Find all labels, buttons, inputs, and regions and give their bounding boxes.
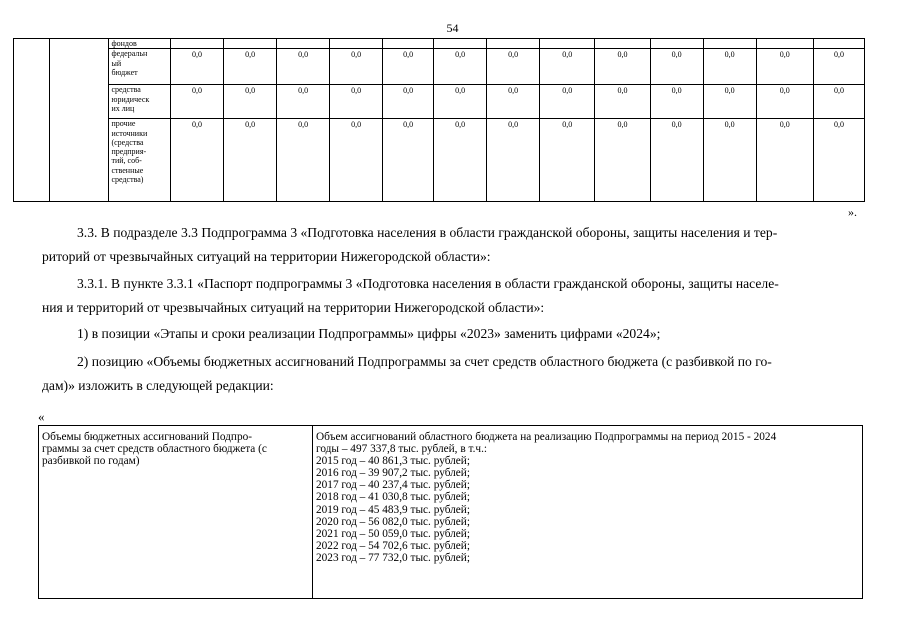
item-2-line-2: дам)» изложить в следующей редакции: bbox=[42, 378, 274, 393]
value-cell: 0,0 bbox=[650, 49, 703, 85]
passport-right-cell: Объем ассигнований областного бюджета на реализацию Подпрограммы на период 2015 - 2024 годы – 497 337,8 тыс. рублей, в т.ч.: 2015 год – 40 861,3 тыс. рублей; 2016 год – 39 907,2 тыс. рублей; 2017 год – 40 237,4 тыс. рублей; 2018 год – 41 030,8 тыс. рублей; 2019 год – 45 483,9 тыс. рублей; 2020 год – 56 082,0 тыс. рублей; 2021 год – 50 059,0 тыс. рублей; 2022 год – 54 702,6 тыс. рублей; 2023 год – 77 732,0 тыс. рублей; bbox=[313, 426, 863, 599]
table-row bbox=[14, 119, 865, 202]
table-row bbox=[14, 49, 865, 85]
row-label-legal-entities: средства юридическ их лиц bbox=[109, 85, 171, 119]
value-cell: 0,0 bbox=[383, 119, 434, 202]
value-cell: 0,0 bbox=[813, 119, 864, 202]
value-cell: 0,0 bbox=[703, 119, 756, 202]
value-cell: 0,0 bbox=[224, 85, 277, 119]
value-cell: 0,0 bbox=[330, 49, 383, 85]
value-cell: 0,0 bbox=[487, 119, 540, 202]
value-cell: 0,0 bbox=[813, 49, 864, 85]
row-label-other-sources: прочие источники (средства предприя- тий, соб- ственные средства) bbox=[109, 119, 171, 202]
value-cell: 0,0 bbox=[330, 85, 383, 119]
value-cell: 0,0 bbox=[540, 85, 595, 119]
value-cell: 0,0 bbox=[224, 49, 277, 85]
value-cell: 0,0 bbox=[813, 85, 864, 119]
value-cell: 0,0 bbox=[277, 119, 330, 202]
value-cell: 0,0 bbox=[487, 49, 540, 85]
value-cell: 0,0 bbox=[434, 119, 487, 202]
table-row-partial bbox=[14, 39, 865, 49]
value-cell: 0,0 bbox=[595, 85, 650, 119]
value-cell: 0,0 bbox=[277, 85, 330, 119]
opening-quote-mark: « bbox=[38, 409, 45, 424]
funding-sources-table bbox=[13, 38, 865, 202]
value-cell: 0,0 bbox=[650, 85, 703, 119]
value-cell: 0,0 bbox=[756, 85, 813, 119]
table-row bbox=[14, 85, 865, 119]
value-cell: 0,0 bbox=[650, 119, 703, 202]
value-cell: 0,0 bbox=[756, 119, 813, 202]
value-cell: 0,0 bbox=[171, 85, 224, 119]
value-cell: 0,0 bbox=[383, 49, 434, 85]
paragraph-3-3-line-2: риторий от чрезвычайных ситуаций на территории Нижегородской области»: bbox=[42, 249, 491, 264]
passport-table bbox=[38, 425, 863, 599]
value-cell: 0,0 bbox=[595, 119, 650, 202]
value-cell: 0,0 bbox=[703, 49, 756, 85]
value-cell: 0,0 bbox=[277, 49, 330, 85]
value-cell: 0,0 bbox=[540, 49, 595, 85]
page-number: 54 bbox=[446, 21, 459, 35]
value-cell: 0,0 bbox=[595, 49, 650, 85]
value-cell: 0,0 bbox=[703, 85, 756, 119]
value-cell: 0,0 bbox=[224, 119, 277, 202]
row-label-federal-budget: федеральн ый бюджет bbox=[109, 49, 171, 85]
closing-quote-mark: ». bbox=[848, 205, 857, 219]
item-2-line-1: 2) позицию «Объемы бюджетных ассигнований Подпрограммы за счет средств областного бюджета (с разбивкой по го- bbox=[77, 354, 772, 369]
value-cell: 0,0 bbox=[171, 49, 224, 85]
item-1-text: 1) в позиции «Этапы и сроки реализации Подпрограммы» цифры «2023» заменить цифрами «2024»; bbox=[77, 326, 661, 341]
paragraph-3-3-1-line-1: 3.3.1. В пункте 3.3.1 «Паспорт подпрограммы 3 «Подготовка населения в области гражданской обороны, защиты населе- bbox=[77, 276, 779, 291]
value-cell: 0,0 bbox=[383, 85, 434, 119]
empty-cell bbox=[14, 39, 50, 202]
value-cell: 0,0 bbox=[434, 85, 487, 119]
row-label-funds: фондов bbox=[109, 39, 171, 49]
paragraph-3-3-line-1: 3.3. В подразделе 3.3 Подпрограмма 3 «Подготовка населения в области гражданской обороны, защиты населения и тер- bbox=[77, 225, 778, 240]
passport-left-cell: Объемы бюджетных ассигнований Подпро- граммы за счет средств областного бюджета (с разбивкой по годам) bbox=[39, 426, 313, 599]
value-cell: 0,0 bbox=[756, 49, 813, 85]
table-row bbox=[39, 426, 863, 599]
value-cell: 0,0 bbox=[434, 49, 487, 85]
value-cell: 0,0 bbox=[487, 85, 540, 119]
value-cell: 0,0 bbox=[330, 119, 383, 202]
paragraph-3-3-1-line-2: ния и территорий от чрезвычайных ситуаций на территории Нижегородской области»: bbox=[42, 300, 545, 315]
value-cell: 0,0 bbox=[540, 119, 595, 202]
value-cell: 0,0 bbox=[171, 119, 224, 202]
empty-cell bbox=[50, 39, 109, 202]
